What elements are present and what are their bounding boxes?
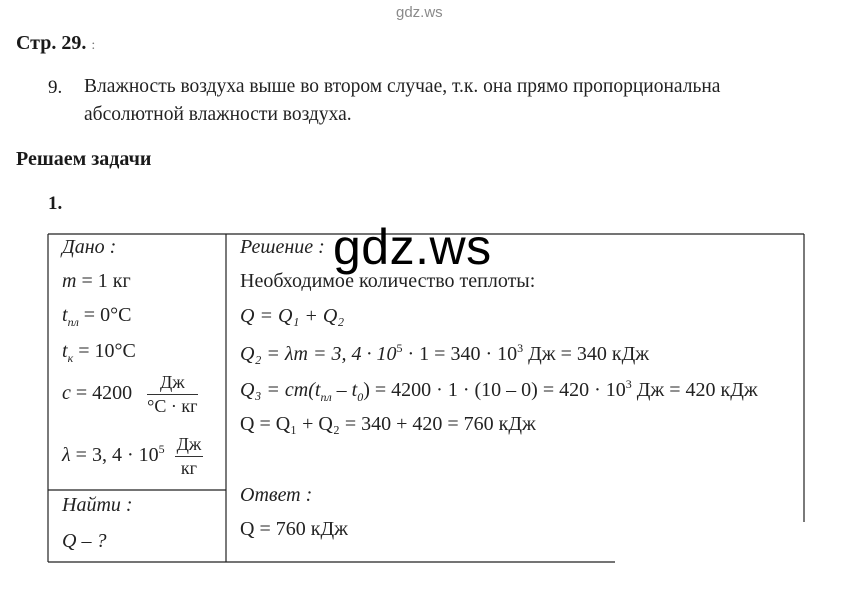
solution-line-4 <box>240 377 758 405</box>
given-melting-temp-symbol: t <box>62 304 68 326</box>
solution-line-4-part-c: ) = 4200 · 1 · (10 – 0) = 420 · 10 <box>363 379 626 401</box>
solution-line-3-exp-2: 3 <box>517 341 524 355</box>
watermark-top: gdz.ws <box>396 4 443 21</box>
solution-line-1: Необходимое количество теплоты: <box>240 270 536 292</box>
given-header: Дано : <box>62 236 117 258</box>
find-unknown: Q – ? <box>62 530 107 552</box>
question-line-1: Влажность воздуха выше во втором случае, т.к. она прямо пропорциональна <box>84 76 721 97</box>
solution-line-2: Q = Q₁ + Q₂ <box>240 305 345 327</box>
unit-denominator: кг <box>180 458 198 478</box>
unit-denominator: °C · кг <box>147 396 198 416</box>
given-latent-heat <box>62 434 203 479</box>
solution-line-3-part-a: Q₂ = λm = 3, 4 · 10 <box>240 343 397 365</box>
given-melting-temp-value: = 0°C <box>78 304 132 326</box>
given-latent-heat-exponent: 5 <box>158 442 165 457</box>
question-line-2: абсолютной влажности воздуха. <box>84 104 352 125</box>
unit-numerator: Дж <box>147 372 197 395</box>
find-header: Найти : <box>62 494 133 516</box>
page-reference-text: Стр. 29. <box>16 32 87 54</box>
given-latent-heat-symbol: λ <box>62 444 71 467</box>
solution-line-3-part-c: Дж = 340 кДж <box>523 343 650 365</box>
given-specific-heat-value: = 4200 <box>70 382 133 405</box>
unit-numerator: Дж <box>175 434 204 457</box>
given-specific-heat-symbol: c <box>62 382 71 405</box>
given-specific-heat <box>62 372 198 417</box>
solution-line-4-part-a: Q₃ = cm(t <box>240 379 321 401</box>
given-latent-heat-value: = 3, 4 · 10 <box>70 444 159 467</box>
given-final-temp-symbol: t <box>62 340 68 362</box>
given-mass-symbol: m <box>62 270 77 292</box>
solution-line-4-part-d: Дж = 420 кДж <box>631 379 758 401</box>
given-specific-heat-unit <box>147 372 197 417</box>
given-melting-temp <box>62 304 131 330</box>
given-latent-heat-unit <box>175 434 204 479</box>
solution-line-5: Q = Q₁ + Q₂ = 340 + 420 = 760 кДж <box>240 413 536 435</box>
given-final-temp-subscript: к <box>67 351 74 365</box>
answer-header: Ответ : <box>240 484 313 506</box>
solution-line-4-part-b: – t <box>331 379 358 401</box>
solution-line-3-part-b: · 1 = 340 · 10 <box>402 343 518 365</box>
answer-value: Q = 760 кДж <box>240 518 348 540</box>
given-melting-temp-subscript: пл <box>67 315 79 329</box>
solution-line-4-sub-2: 0 <box>357 390 364 404</box>
solution-line-4-sub-1: пл <box>320 390 332 404</box>
given-final-temp <box>62 340 136 366</box>
given-mass-value: = 1 кг <box>76 270 131 292</box>
watermark-big: gdz.ws <box>333 219 492 275</box>
page-reference-mark: : <box>91 38 96 53</box>
given-final-temp-value: = 10°C <box>73 340 136 362</box>
solution-header: Решение : <box>240 236 325 258</box>
solution-line-3-exp-1: 5 <box>396 341 403 355</box>
given-mass <box>62 270 131 293</box>
task-number: 1. <box>48 193 63 214</box>
question-number: 9. <box>48 77 63 98</box>
solution-line-4-exp: 3 <box>625 377 632 391</box>
section-title: Решаем задачи <box>16 148 152 170</box>
solution-line-3 <box>240 341 649 366</box>
